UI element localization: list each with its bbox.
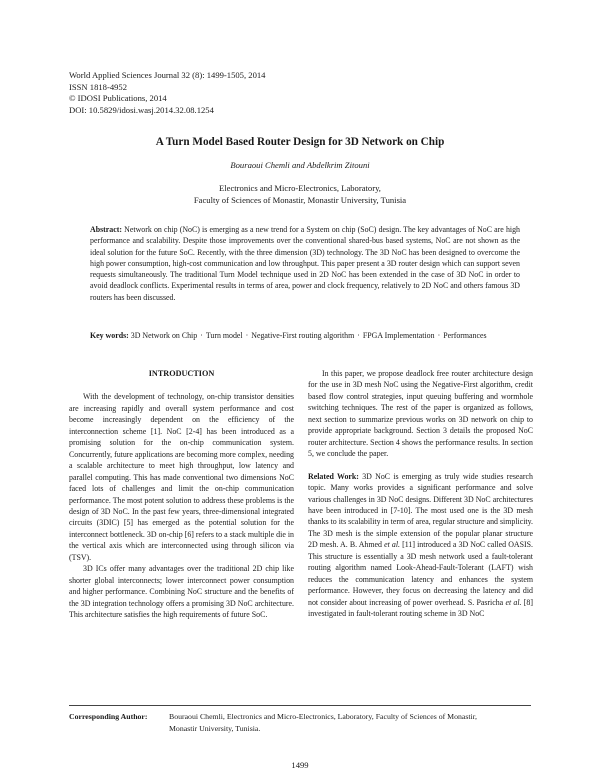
footnote-rule xyxy=(69,705,531,706)
journal-header xyxy=(69,70,265,116)
keyword-item: Performances xyxy=(443,331,487,340)
related-work-text-2: [11] introduced a 3D NoC called OASIS. This structure is essentially a 3D mesh network used a fault-tolerant routing algorithm named Look-Ahead-Fault-Tolerant (LAFT) wish reduces the communication latency and enhances the system performance. However, they focus on decreasing the latency and did not consider about increasing of power overhead. S. Pasricha xyxy=(308,540,534,607)
related-work-text-3: [8] investigated in fault-tolerant routing scheme in 3D NoC xyxy=(308,597,533,619)
introduction-heading: INTRODUCTION xyxy=(148,369,215,378)
keyword-separator: · xyxy=(437,331,441,340)
left-column xyxy=(69,368,294,621)
corresponding-author xyxy=(69,711,531,735)
keyword-separator: · xyxy=(200,331,203,340)
keyword-separator: · xyxy=(357,331,360,340)
journal-copyright: © IDOSI Publications, 2014 xyxy=(69,93,167,104)
right-paragraph-1: In this paper, we propose deadlock free router architecture design for the use in 3D mesh NoC using the Negative-First algorithm, credit based flow control strategies, input queuing buffering and wormhole switching techniques. The rest of the paper is organized as follows, next section to summarize previous works on 3D network on chip to provide appropriate background. Section 3 details the proposed NoC router architecture. Section 4 shows the performance results. In section 5, we conclude the paper. xyxy=(308,369,533,459)
related-work-etal-1: et al. xyxy=(384,540,400,550)
keyword-item: 3D Network on Chip xyxy=(130,331,198,340)
journal-issn: ISSN 1818-4952 xyxy=(69,81,128,92)
keywords-label: Key words: xyxy=(90,331,129,340)
intro-paragraph-2: 3D ICs offer many advantages over the traditional 2D chip like shorter global interconnects; lower interconnect power consumption and higher performance. Combining NoC structure and the benefits of the 3D integration technology offers a promising 3D NoC architecture. This architecture satisfies the high requirements of future SoC. xyxy=(69,564,294,620)
right-column xyxy=(308,368,533,620)
paragraph-spacer xyxy=(308,460,533,471)
paper-title: A Turn Model Based Router Design for 3D Network on Chip xyxy=(155,136,445,148)
abstract-label: Abstract: xyxy=(90,225,122,234)
corresponding-line-1: Bouraoui Chemli, Electronics and Micro-Electronics, Laboratory, Faculty of Sciences of Monastir, xyxy=(169,712,477,721)
keyword-item: Negative-First routing algorithm xyxy=(251,331,355,340)
corresponding-line-2: Monastir University, Tunisia. xyxy=(169,723,261,733)
related-work-etal-2: et al. xyxy=(505,597,522,607)
abstract xyxy=(90,224,520,303)
abstract-text: Network on chip (NoC) is emerging as a new trend for a System on chip (SoC) design. The key advantages of NoC are high performance and scalability. Despite those improvements over the conventional shared-bus based systems, NoC are not shown as the ideal solution for the future SoC. Recently, with the three dimension (3D) technology. The 3D NoC has been designed to overcome the high power consumption, high-cost communication and low throughput. This paper present a 3D router design which can support seven requests simultaneously. The traditional Turn Model technique used in 2D NoC has been extended in the case of 3D NoC in order to avoid deadlock conflicts. Experimental results in terms of area, power and clock frequency, relatively to 2D NoC and others famous 3D routers has been discussed. xyxy=(90,225,520,302)
related-work-label: Related Work: xyxy=(308,471,359,481)
related-work-text-1: 3D NoC is emerging as truly wide studies research topic. Many works provides a significant performance and solve various challenges in 3D NoC designs. Different 3D NoC architectures have been introduced in [7-10]. The most used one is the 3D mesh thanks to its scalability in term of area, regular structure and simplicity. The 3D mesh is the simple extension of the popular planar structure 2D mesh. A. B. Ahmed xyxy=(308,471,533,550)
paper-authors: Bouraoui Chemli and Abdelkrim Zitouni xyxy=(230,160,370,170)
keyword-item: FPGA Implementation xyxy=(362,331,435,340)
page-number: 1499 xyxy=(291,760,309,770)
keyword-separator: · xyxy=(245,331,249,340)
journal-citation: World Applied Sciences Journal 32 (8): 1499-1505, 2014 xyxy=(69,70,266,80)
keyword-item: Turn model xyxy=(205,331,243,340)
intro-paragraph-1: With the development of technology, on-chip transistor densities are increasing rapidly and overall system performance and cost become increasingly dependent on the efficiency of the interconnection scheme [1]. NoC [2-4] has been introduced as a promising solution for the on-chip communication system. Concurrently, future applications are becoming more complex, needing a scalable architecture to meet high throughput, low latency and parallel computing. This has made conventional two dimensions NoC faced lots of challenges and limit the on-chip communication performance. The most potent solution to address these problems is the design of 3D NoC. In the past few years, three-dimensional integrated circuits (3DIC) [5] has emerged as the potential solution for the interconnect bottleneck. 3D on-chip [6] refers to a stack multiple die in the vertical axis which are interconnected using through silicon via (TSV). xyxy=(69,392,294,562)
corresponding-label: Corresponding Author: xyxy=(69,712,148,721)
related-work-paragraph xyxy=(308,471,533,620)
affiliation xyxy=(0,183,600,207)
affiliation-line-2: Faculty of Sciences of Monastir, Monastir University, Tunisia xyxy=(193,194,407,205)
keywords xyxy=(90,330,520,342)
affiliation-line-1: Electronics and Micro-Electronics, Laboratory, xyxy=(219,183,381,193)
journal-doi: DOI: 10.5829/idosi.wasj.2014.32.08.1254 xyxy=(69,104,214,115)
keywords-list xyxy=(131,331,487,340)
